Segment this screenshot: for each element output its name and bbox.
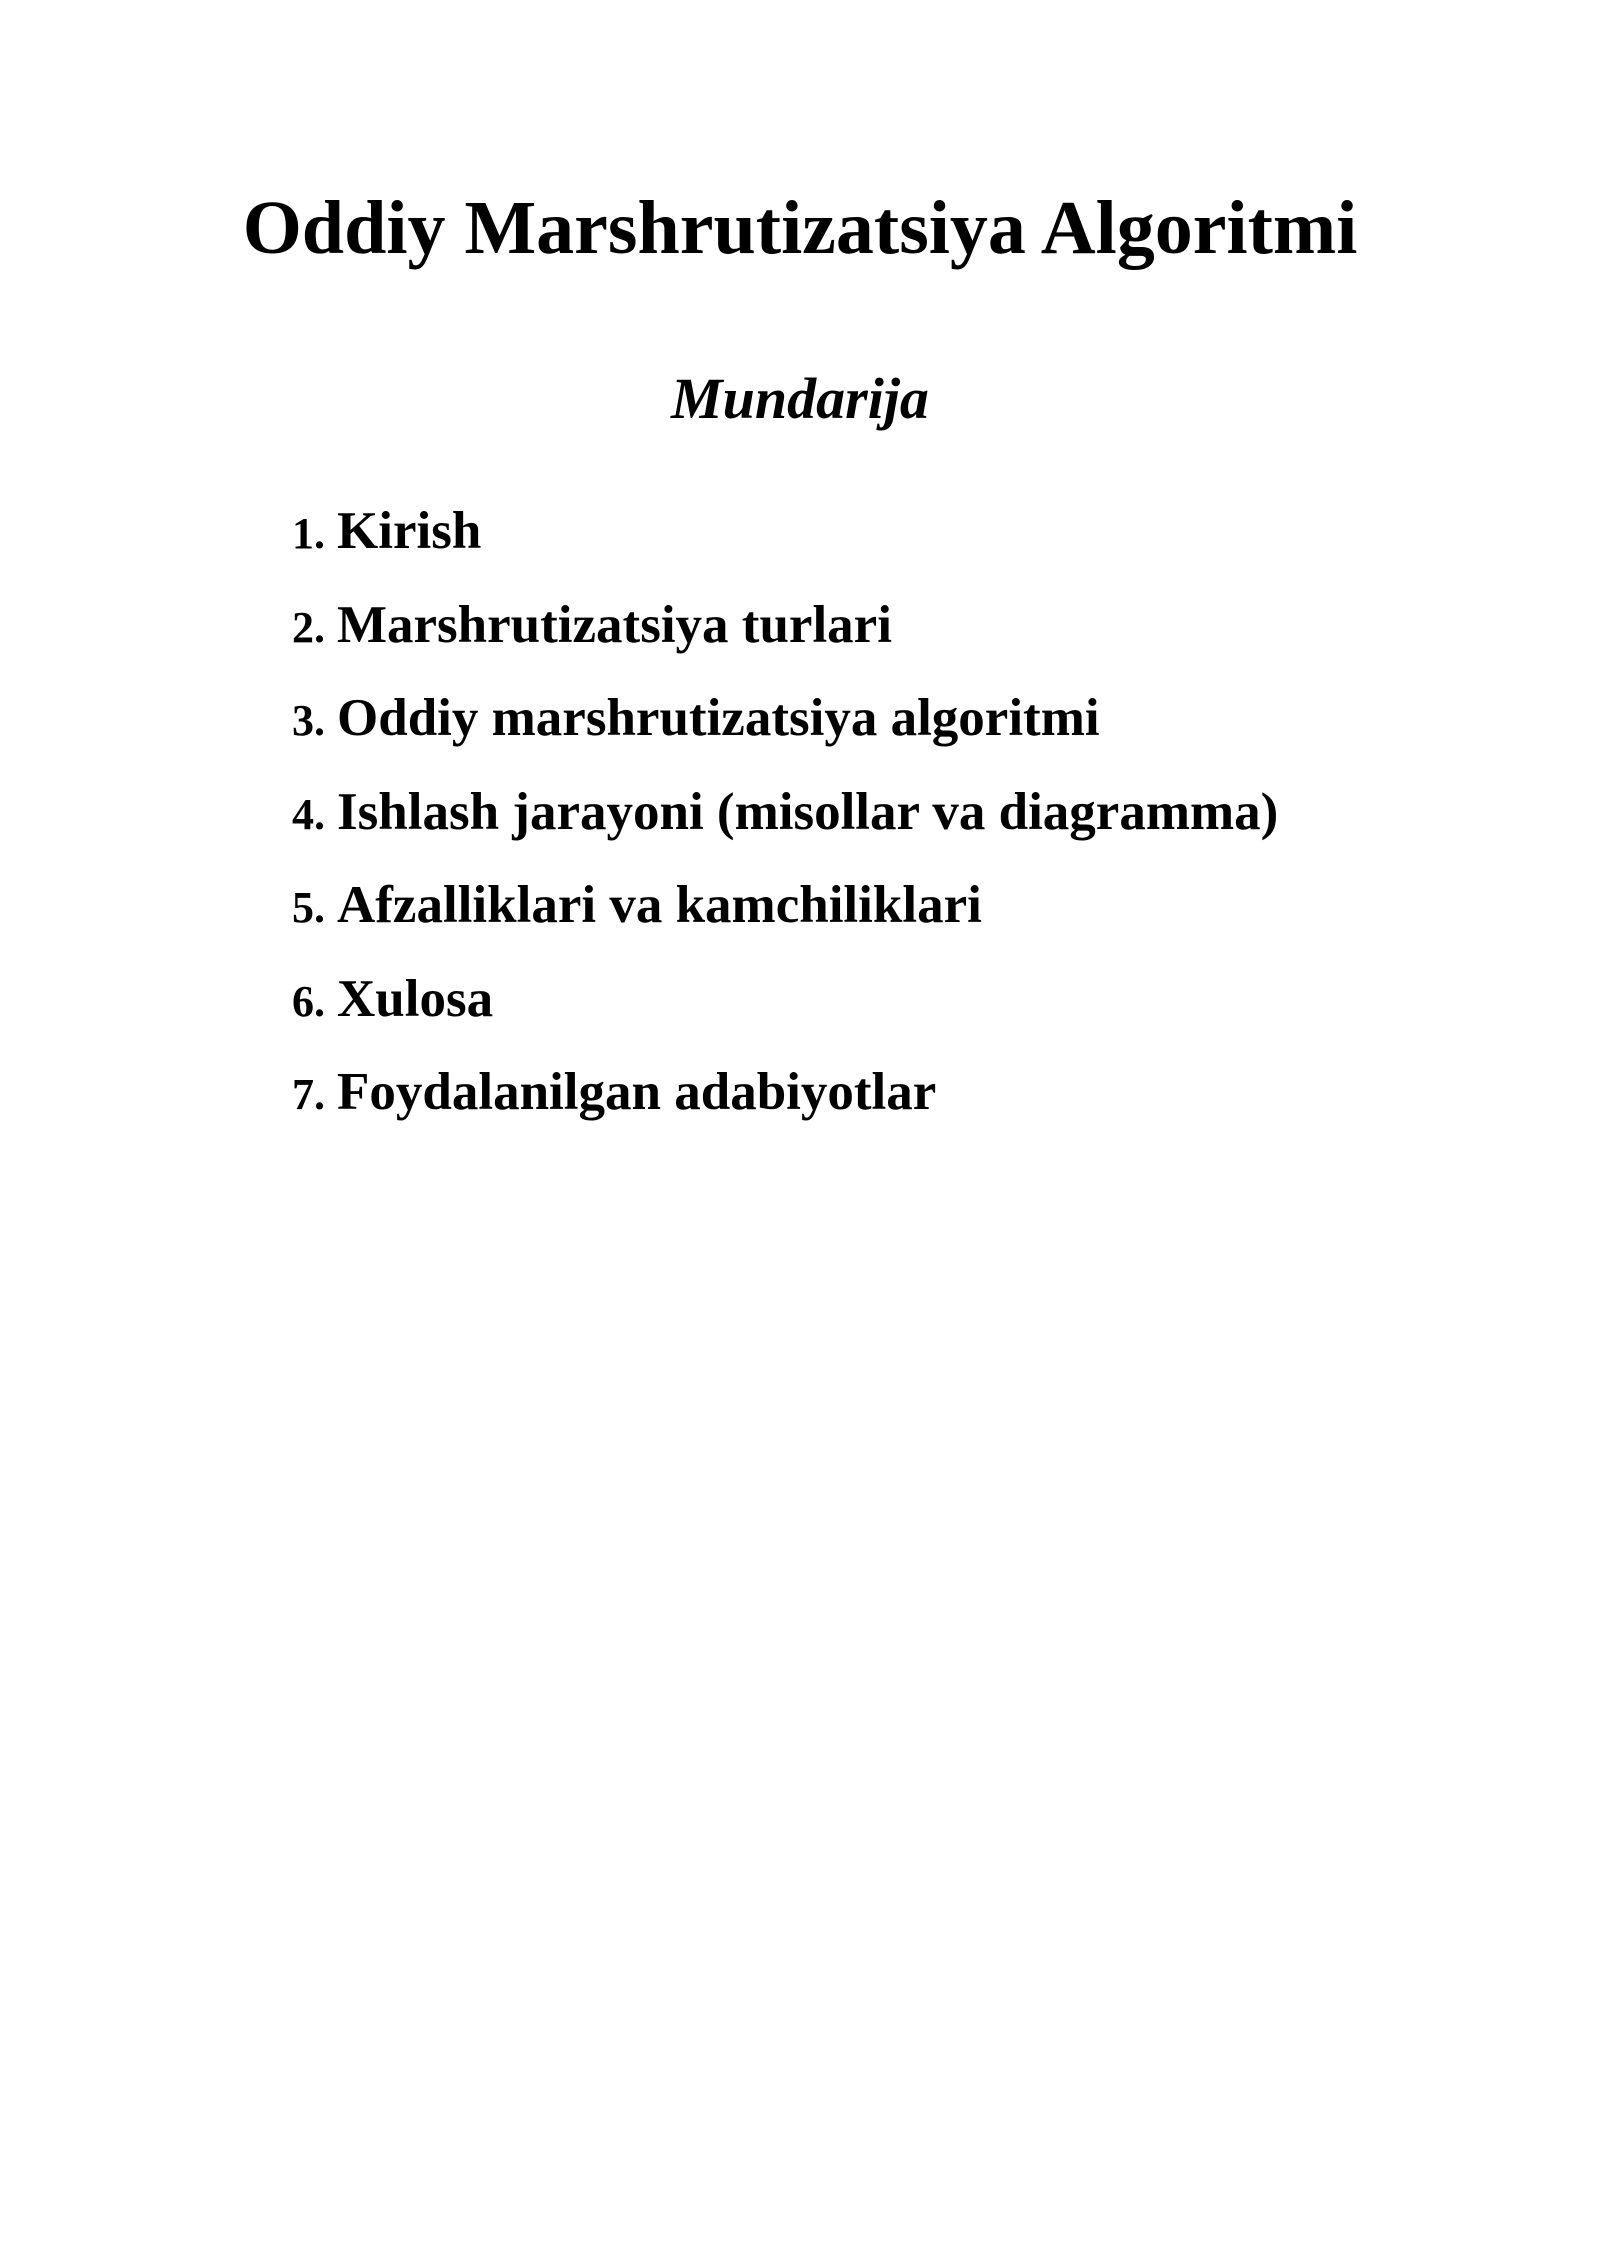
toc-item-number: 7. <box>292 1070 325 1119</box>
toc-item-number: 2. <box>292 602 325 652</box>
toc-item-label: Kirish <box>337 502 482 560</box>
toc-item-label: Ishlash jarayoni (misollar va diagramma) <box>337 782 1279 841</box>
toc-item-number: 6. <box>292 976 325 1026</box>
toc-item-number: 5. <box>292 883 325 932</box>
toc-item-number: 4. <box>292 789 325 839</box>
toc-item-foydalanilgan-adabiyotlar <box>292 1063 1278 1160</box>
toc-item-label: Afzalliklari va kamchiliklari <box>337 876 982 934</box>
toc-item-afzalliklari-va-kamchiliklari <box>292 876 1278 973</box>
toc-item-number: 3. <box>292 696 325 745</box>
toc-item-oddiy-marshrutizatsiya-algoritmi <box>292 689 1278 786</box>
toc-item-label: Oddiy marshrutizatsiya algoritmi <box>337 689 1100 747</box>
toc-item-marshrutizatsiya-turlari <box>292 595 1278 693</box>
toc-item-number: 1. <box>292 509 325 558</box>
toc-item-label: Foydalanilgan adabiyotlar <box>337 1063 937 1121</box>
table-of-contents <box>292 502 1279 1160</box>
toc-item-xulosa <box>292 969 1278 1067</box>
toc-heading: Mundarija <box>671 366 929 431</box>
document-title: Oddiy Marshrutizatsiya Algoritmi <box>242 186 1358 270</box>
toc-item-label: Xulosa <box>337 969 494 1028</box>
toc-item-label: Marshrutizatsiya turlari <box>337 595 892 654</box>
toc-item-kirish <box>292 502 1278 599</box>
toc-item-ishlash-jarayoni <box>292 782 1279 880</box>
